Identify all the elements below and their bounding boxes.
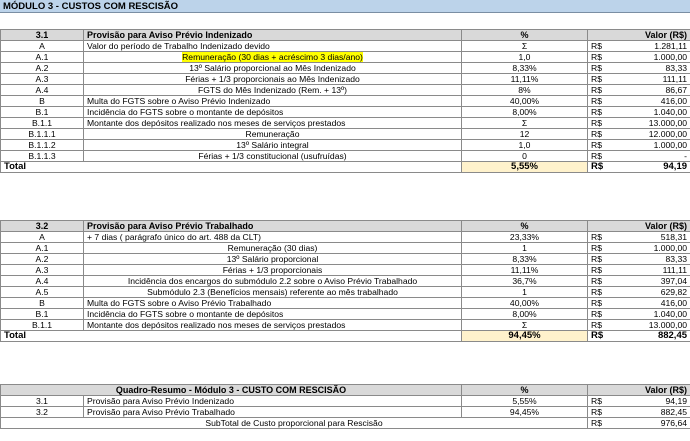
section-title: Provisão para Aviso Prévio Indenizado bbox=[84, 30, 462, 41]
row-label-text: 13º Salário proporcional ao Mês Indenizado bbox=[189, 63, 356, 73]
row-label bbox=[84, 74, 462, 85]
row-percent: 1,0 bbox=[462, 52, 588, 63]
row-value: 111,11 bbox=[618, 74, 690, 85]
row-code: 3.1 bbox=[1, 396, 84, 407]
row-label-text: Incidência do FGTS sobre o montante de depósitos bbox=[87, 309, 284, 319]
subtotal-value: 976,64 bbox=[618, 418, 690, 429]
currency-symbol: R$ bbox=[588, 287, 618, 298]
table-row bbox=[1, 298, 690, 309]
table-row bbox=[1, 52, 690, 63]
table-row bbox=[1, 276, 690, 287]
table-row bbox=[1, 129, 690, 140]
row-value: 1.000,00 bbox=[618, 52, 690, 63]
row-label-text: 13º Salário proporcional bbox=[226, 254, 319, 264]
total-row bbox=[1, 162, 690, 173]
row-percent: 36,7% bbox=[462, 276, 588, 287]
total-percent: 5,55% bbox=[462, 162, 588, 173]
row-percent: 1 bbox=[462, 243, 588, 254]
row-label-text: Multa do FGTS sobre o Aviso Prévio Indenizado bbox=[87, 96, 271, 106]
row-label-text: FGTS do Mês Indenizado (Rem. + 13º) bbox=[197, 85, 348, 95]
row-label bbox=[84, 265, 462, 276]
table-row bbox=[1, 85, 690, 96]
row-label bbox=[84, 96, 462, 107]
currency-symbol: R$ bbox=[588, 276, 618, 287]
row-percent: 8,00% bbox=[462, 107, 588, 118]
row-label bbox=[84, 287, 462, 298]
subtotal-label: SubTotal de Custo proporcional para Rescisão bbox=[1, 418, 588, 429]
value-header: Valor (R$) bbox=[588, 385, 690, 396]
total-percent: 94,45% bbox=[462, 331, 588, 342]
table-aviso-indenizado bbox=[0, 29, 690, 173]
row-label bbox=[84, 63, 462, 74]
section-header bbox=[1, 221, 690, 232]
percent-header: % bbox=[462, 221, 588, 232]
table-aviso-trabalhado bbox=[0, 220, 690, 342]
row-code: A.4 bbox=[1, 276, 84, 287]
row-label bbox=[84, 298, 462, 309]
row-percent: Σ bbox=[462, 41, 588, 52]
row-code: B bbox=[1, 298, 84, 309]
section-code: 3.2 bbox=[1, 221, 84, 232]
row-percent: 1 bbox=[462, 287, 588, 298]
row-value: 518,31 bbox=[618, 232, 690, 243]
row-label bbox=[84, 276, 462, 287]
row-value: 86,67 bbox=[618, 85, 690, 96]
row-code: B.1.1 bbox=[1, 320, 84, 331]
table-quadro-resumo bbox=[0, 384, 690, 429]
value-header: Valor (R$) bbox=[588, 30, 690, 41]
currency-symbol: R$ bbox=[588, 232, 618, 243]
row-code: B bbox=[1, 96, 84, 107]
row-value: 83,33 bbox=[618, 63, 690, 74]
currency-symbol: R$ bbox=[588, 140, 618, 151]
row-label bbox=[84, 85, 462, 96]
table-row bbox=[1, 287, 690, 298]
table-row bbox=[1, 309, 690, 320]
row-value: 1.040,00 bbox=[618, 309, 690, 320]
row-code: A.2 bbox=[1, 254, 84, 265]
row-value: 1.000,00 bbox=[618, 243, 690, 254]
row-label-text: Remuneração (30 dias) bbox=[227, 243, 318, 253]
row-percent: 5,55% bbox=[462, 396, 588, 407]
row-value: 13.000,00 bbox=[618, 118, 690, 129]
table-row bbox=[1, 232, 690, 243]
row-value: 397,04 bbox=[618, 276, 690, 287]
row-label: Provisão para Aviso Prévio Trabalhado bbox=[84, 407, 462, 418]
row-value: 1.000,00 bbox=[618, 140, 690, 151]
row-label bbox=[84, 243, 462, 254]
table-row bbox=[1, 63, 690, 74]
section-code: 3.1 bbox=[1, 30, 84, 41]
table-row bbox=[1, 320, 690, 331]
row-label-text: Férias + 1/3 proporcionais ao Mês Indenizado bbox=[185, 74, 360, 84]
currency-symbol: R$ bbox=[588, 85, 618, 96]
row-code: 3.2 bbox=[1, 407, 84, 418]
row-percent: 8,33% bbox=[462, 254, 588, 265]
currency-symbol: R$ bbox=[588, 162, 618, 173]
row-code: B.1 bbox=[1, 107, 84, 118]
row-label bbox=[84, 320, 462, 331]
table-row bbox=[1, 254, 690, 265]
row-code: B.1.1.2 bbox=[1, 140, 84, 151]
table-row bbox=[1, 74, 690, 85]
row-label: Provisão para Aviso Prévio Indenizado bbox=[84, 396, 462, 407]
row-percent: 8,33% bbox=[462, 63, 588, 74]
currency-symbol: R$ bbox=[588, 129, 618, 140]
currency-symbol: R$ bbox=[588, 118, 618, 129]
currency-symbol: R$ bbox=[588, 107, 618, 118]
module-title: MÓDULO 3 - CUSTOS COM RESCISÃO bbox=[0, 0, 690, 13]
row-label-text: Valor do período de Trabalho Indenizado devido bbox=[87, 41, 270, 51]
total-value: 882,45 bbox=[618, 331, 690, 342]
row-label bbox=[84, 129, 462, 140]
row-label bbox=[84, 41, 462, 52]
row-code: A.4 bbox=[1, 85, 84, 96]
row-label bbox=[84, 52, 462, 63]
row-label bbox=[84, 151, 462, 162]
row-percent: 0 bbox=[462, 151, 588, 162]
row-value: - bbox=[618, 151, 690, 162]
row-value: 416,00 bbox=[618, 96, 690, 107]
value-header: Valor (R$) bbox=[588, 221, 690, 232]
row-code: A.5 bbox=[1, 287, 84, 298]
row-label-text: Férias + 1/3 proporcionais bbox=[222, 265, 323, 275]
row-value: 882,45 bbox=[618, 407, 690, 418]
row-value: 111,11 bbox=[618, 265, 690, 276]
currency-symbol: R$ bbox=[588, 331, 618, 342]
table-row bbox=[1, 265, 690, 276]
row-value: 629,82 bbox=[618, 287, 690, 298]
table-row bbox=[1, 151, 690, 162]
currency-symbol: R$ bbox=[588, 63, 618, 74]
row-code: A.2 bbox=[1, 63, 84, 74]
currency-symbol: R$ bbox=[588, 418, 618, 429]
row-code: A.1 bbox=[1, 52, 84, 63]
row-label-text: Remuneração bbox=[245, 129, 300, 139]
currency-symbol: R$ bbox=[588, 74, 618, 85]
currency-symbol: R$ bbox=[588, 151, 618, 162]
currency-symbol: R$ bbox=[588, 309, 618, 320]
section-title: Provisão para Aviso Prévio Trabalhado bbox=[84, 221, 462, 232]
row-percent: 40,00% bbox=[462, 298, 588, 309]
summary-row bbox=[1, 407, 690, 418]
row-label-text: Remuneração (30 dias + acréscimo 3 dias/ano) bbox=[182, 52, 363, 62]
row-percent: 11,11% bbox=[462, 74, 588, 85]
row-percent: 8% bbox=[462, 85, 588, 96]
row-percent: 40,00% bbox=[462, 96, 588, 107]
row-percent: 94,45% bbox=[462, 407, 588, 418]
row-percent: 23,33% bbox=[462, 232, 588, 243]
row-percent: 1,0 bbox=[462, 140, 588, 151]
section-header bbox=[1, 30, 690, 41]
row-code: A.3 bbox=[1, 265, 84, 276]
currency-symbol: R$ bbox=[588, 52, 618, 63]
total-row bbox=[1, 331, 690, 342]
table-row bbox=[1, 96, 690, 107]
table-row bbox=[1, 243, 690, 254]
currency-symbol: R$ bbox=[588, 96, 618, 107]
row-percent: Σ bbox=[462, 320, 588, 331]
row-label-text: 13º Salário integral bbox=[236, 140, 309, 150]
row-code: B.1.1.3 bbox=[1, 151, 84, 162]
summary-header bbox=[1, 385, 690, 396]
summary-row bbox=[1, 396, 690, 407]
row-label-text: Montante dos depósitos realizado nos meses de serviços prestados bbox=[87, 320, 346, 330]
table-row bbox=[1, 41, 690, 52]
row-code: B.1.1 bbox=[1, 118, 84, 129]
row-code: B.1.1.1 bbox=[1, 129, 84, 140]
row-code: A.1 bbox=[1, 243, 84, 254]
row-label bbox=[84, 309, 462, 320]
table-row bbox=[1, 118, 690, 129]
row-value: 83,33 bbox=[618, 254, 690, 265]
currency-symbol: R$ bbox=[588, 396, 618, 407]
currency-symbol: R$ bbox=[588, 265, 618, 276]
row-label-text: Incidência do FGTS sobre o montante de depósitos bbox=[87, 107, 284, 117]
currency-symbol: R$ bbox=[588, 243, 618, 254]
summary-title: Quadro-Resumo - Módulo 3 - CUSTO COM RESCISÃO bbox=[1, 385, 462, 396]
row-percent: 11,11% bbox=[462, 265, 588, 276]
total-value: 94,19 bbox=[618, 162, 690, 173]
row-code: A.3 bbox=[1, 74, 84, 85]
row-code: A bbox=[1, 41, 84, 52]
row-label bbox=[84, 254, 462, 265]
percent-header: % bbox=[462, 30, 588, 41]
row-label bbox=[84, 107, 462, 118]
row-label bbox=[84, 118, 462, 129]
row-value: 94,19 bbox=[618, 396, 690, 407]
total-label: Total bbox=[1, 162, 462, 173]
total-label: Total bbox=[1, 331, 462, 342]
row-value: 1.281,11 bbox=[618, 41, 690, 52]
currency-symbol: R$ bbox=[588, 41, 618, 52]
currency-symbol: R$ bbox=[588, 298, 618, 309]
table-row bbox=[1, 107, 690, 118]
row-value: 416,00 bbox=[618, 298, 690, 309]
row-percent: Σ bbox=[462, 118, 588, 129]
row-value: 12.000,00 bbox=[618, 129, 690, 140]
row-label bbox=[84, 140, 462, 151]
row-label-text: Montante dos depósitos realizado nos meses de serviços prestados bbox=[87, 118, 346, 128]
row-code: B.1 bbox=[1, 309, 84, 320]
currency-symbol: R$ bbox=[588, 254, 618, 265]
row-label-text: Multa do FGTS sobre o Aviso Prévio Trabalhado bbox=[87, 298, 272, 308]
row-label bbox=[84, 232, 462, 243]
row-value: 1.040,00 bbox=[618, 107, 690, 118]
row-label-text: Férias + 1/3 constitucional (usufruídas) bbox=[198, 151, 347, 161]
table-row bbox=[1, 140, 690, 151]
subtotal-row bbox=[1, 418, 690, 429]
row-percent: 8,00% bbox=[462, 309, 588, 320]
row-label-text: + 7 dias ( parágrafo único do art. 488 da CLT) bbox=[87, 232, 261, 242]
currency-symbol: R$ bbox=[588, 320, 618, 331]
percent-header: % bbox=[462, 385, 588, 396]
row-label-text: Incidência dos encargos do submódulo 2.2 sobre o Aviso Prévio Trabalhado bbox=[127, 276, 418, 286]
row-value: 13.000,00 bbox=[618, 320, 690, 331]
currency-symbol: R$ bbox=[588, 407, 618, 418]
row-code: A bbox=[1, 232, 84, 243]
row-percent: 12 bbox=[462, 129, 588, 140]
row-label-text: Submódulo 2.3 (Benefícios mensais) referente ao mês trabalhado bbox=[147, 287, 398, 297]
